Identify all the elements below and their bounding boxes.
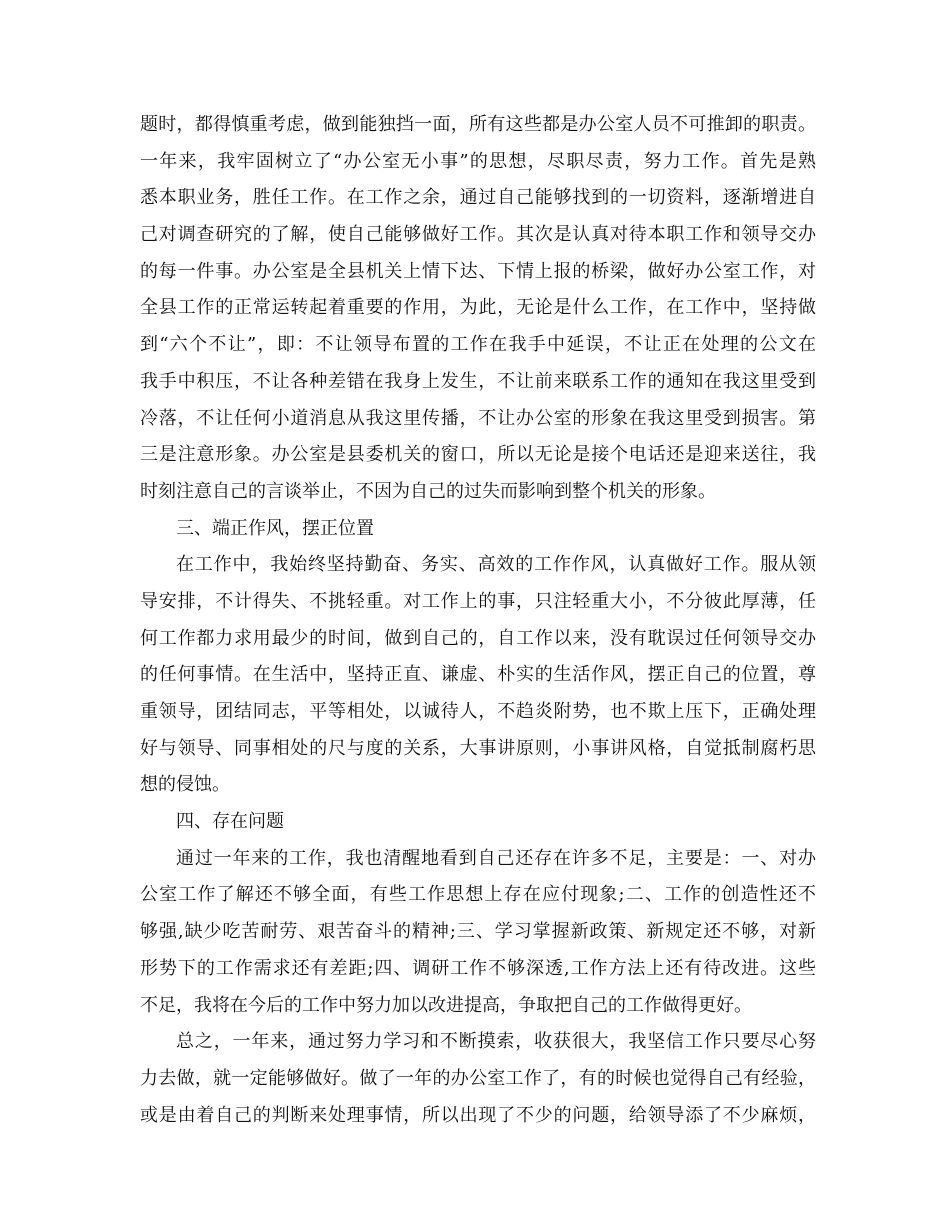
text-line: 够强,缺少吃苦耐劳、艰苦奋斗的精神;三、学习掌握新政策、新规定还不够，对新 <box>140 921 816 943</box>
text-line: 总之，一年来，通过努力学习和不断摸索，收获很大，我坚信工作只要尽心努 <box>176 1031 816 1053</box>
text-line: 不足，我将在今后的工作中努力加以改进提高，争取把自己的工作做得更好。 <box>140 994 752 1016</box>
text-line: 全县工作的正常运转起着重要的作用，为此，无论是什么工作，在工作中，坚持做 <box>140 297 816 319</box>
text-line: 的每一件事。办公室是全县机关上情下达、下情上报的桥梁，做好办公室工作，对 <box>140 260 816 282</box>
text-line: 一年来，我牢固树立了“办公室无小事”的思想，尽职尽责，努力工作。首先是熟 <box>140 150 816 172</box>
text-line: 己对调查研究的了解，使自己能够做好工作。其次是认真对待本职工作和领导交办 <box>140 224 816 246</box>
text-line: 我手中积压，不让各种差错在我身上发生，不让前来联系工作的通知在我这里受到 <box>140 370 816 392</box>
text-line: 公室工作了解还不够全面，有些工作思想上存在应付现象;二、工作的创造性还不 <box>140 884 816 906</box>
text-line: 三是注意形象。办公室是县委机关的窗口，所以无论是接个电话还是迎来送往，我 <box>140 444 816 466</box>
text-line: 重领导，团结同志，平等相处，以诚待人，不趋炎附势，也不欺上压下，正确处理 <box>140 701 816 722</box>
text-line: 冷落，不让任何小道消息从我这里传播，不让办公室的形象在我这里受到损害。第 <box>140 407 816 429</box>
text-line: 好与领导、同事相处的尺与度的关系，大事讲原则，小事讲风格，自觉抵制腐朽思 <box>140 737 816 759</box>
text-line: 在工作中，我始终坚持勤奋、务实、高效的工作作风，认真做好工作。服从领 <box>176 554 816 576</box>
text-line: 或是由着自己的判断来处理事情，所以出现了不少的问题，给领导添了不少麻烦， <box>140 1104 816 1126</box>
text-line: 悉本职业务，胜任工作。在工作之余，通过自己能够找到的一切资料，逐渐增进自 <box>140 187 816 209</box>
text-line: 力去做，就一定能够做好。做了一年的办公室工作了，有的时候也觉得自己有经验， <box>140 1067 816 1089</box>
text-line: 导安排，不计得失、不挑轻重。对工作上的事，只注轻重大小，不分彼此厚薄，任 <box>140 590 816 612</box>
text-line: 题时，都得慎重考虑，做到能独挡一面，所有这些都是办公室人员不可推卸的职责。 <box>140 114 816 135</box>
section-heading: 三、端正作风，摆正位置 <box>176 517 374 539</box>
text-line: 何工作都力求用最少的时间，做到自己的，自工作以来，没有耽误过任何领导交办 <box>140 627 816 649</box>
text-line: 的任何事情。在生活中，坚持正直、谦虚、朴实的生活作风，摆正自己的位置，尊 <box>140 664 816 686</box>
text-line: 时刻注意自己的言谈举止，不因为自己的过失而影响到整个机关的形象。 <box>140 480 716 502</box>
section-heading: 四、存在问题 <box>176 811 284 833</box>
text-line: 形势下的工作需求还有差距;四、调研工作不够深透,工作方法上还有待改进。这些 <box>140 957 816 979</box>
text-line: 通过一年来的工作，我也清醒地看到自己还存在许多不足，主要是：一、对办 <box>176 847 816 869</box>
document-body <box>140 107 816 1134</box>
text-line: 想的侵蚀。 <box>140 774 230 796</box>
text-line: 到“六个不让”，即：不让领导布置的工作在我手中延误，不让正在处理的公文在 <box>140 334 816 356</box>
